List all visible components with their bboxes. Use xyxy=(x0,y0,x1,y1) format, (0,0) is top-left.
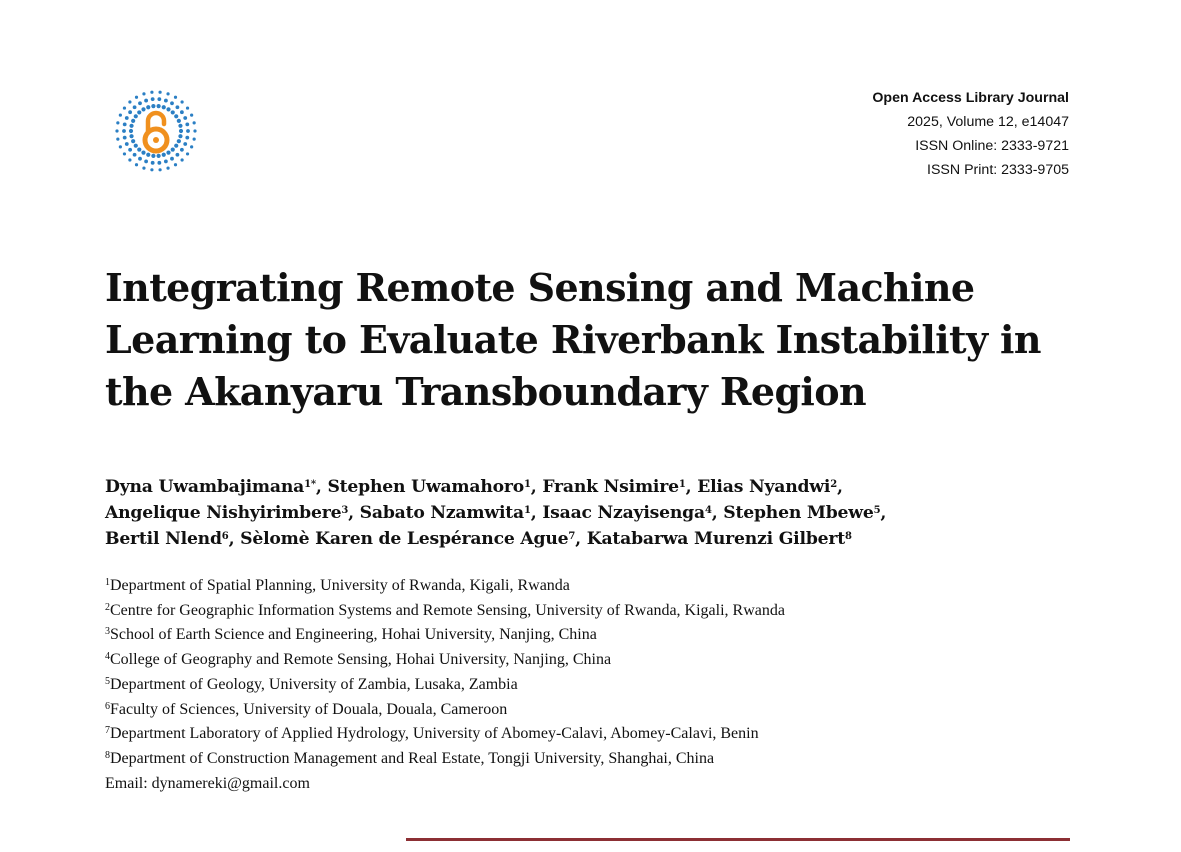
author-name: Sèlomè Karen de Lespérance Ague xyxy=(240,529,569,549)
author-affiliation-mark: 1 xyxy=(523,505,531,516)
volume-line: 2025, Volume 12, e14047 xyxy=(907,114,1069,130)
affiliation-item xyxy=(105,574,1105,599)
author-name: Stephen Uwamahoro xyxy=(327,477,524,497)
affiliation-list xyxy=(105,574,1105,796)
affiliation-number: 6 xyxy=(105,700,110,712)
affiliation-text: Faculty of Sciences, University of Douala, Douala, Cameroon xyxy=(110,700,508,718)
author-affiliation-mark: 4 xyxy=(704,505,712,516)
author-line: Bertil Nlend$^6$, Sèlomè Karen de Lespérance Ague$^7$, Katabarwa Murenzi Gilbert$^8$ xyxy=(105,529,852,549)
author-email: Email: dynamereki@gmail.com xyxy=(105,774,310,792)
affiliation-number: 4 xyxy=(105,651,110,663)
author-affiliation-mark: 3 xyxy=(341,505,349,516)
affiliation-number: 5 xyxy=(105,675,110,687)
affiliation-number: 3 xyxy=(105,626,110,638)
affiliation-number: 2 xyxy=(105,601,110,613)
author-affiliation-mark: 6 xyxy=(221,531,229,542)
affiliation-item xyxy=(105,599,1105,624)
affiliation-text: Centre for Geographic Information Systems and Remote Sensing, University of Rwanda, Kigali, Rwanda xyxy=(110,601,785,619)
affiliation-item xyxy=(105,623,1105,648)
author-affiliation-mark: 1 xyxy=(678,479,686,490)
affiliation-text: Department Laboratory of Applied Hydrology, University of Abomey-Calavi, Abomey-Calavi, Benin xyxy=(110,725,759,743)
affiliation-number: 1 xyxy=(105,577,110,588)
affiliation-number: 7 xyxy=(105,725,110,737)
title-line: the Akanyaru Transboundary Region xyxy=(105,369,867,414)
author-name: Sabato Nzamwita xyxy=(359,503,524,523)
affiliation-text: Department of Spatial Planning, University of Rwanda, Kigali, Rwanda xyxy=(110,577,570,594)
author-name: Isaac Nzayisenga xyxy=(542,503,705,523)
author-line: Angelique Nishyirimbere$^3$, Sabato Nzamwita$^1$, Isaac Nzayisenga$^4$, Stephen Mbewe$^5$, xyxy=(105,503,887,523)
author-line: Dyna Uwambajimana$^{1*}$, Stephen Uwamahoro$^1$, Frank Nsimire$^1$, Elias Nyandwi$^2$, xyxy=(105,477,843,497)
author-name: Frank Nsimire xyxy=(542,477,679,497)
affiliation-item xyxy=(105,673,1105,698)
title-line: Integrating Remote Sensing and Machine xyxy=(105,265,975,310)
paper-title xyxy=(105,262,1065,418)
open-access-lock-icon xyxy=(113,88,199,174)
author-name: Bertil Nlend xyxy=(105,529,222,549)
affiliation-number: 8 xyxy=(105,749,110,761)
author-affiliation-mark: 1 xyxy=(524,479,531,490)
author-affiliation-mark: 7 xyxy=(568,531,576,542)
affiliation-text: Department of Geology, University of Zambia, Lusaka, Zambia xyxy=(110,675,518,693)
header-divider xyxy=(406,838,1070,841)
affiliation-item xyxy=(105,747,1105,772)
journal-name: Open Access Library Journal xyxy=(872,90,1069,106)
affiliation-item xyxy=(105,648,1105,673)
author-affiliation-mark: 5 xyxy=(873,505,881,516)
affiliation-text: College of Geography and Remote Sensing, Hohai University, Nanjing, China xyxy=(110,651,612,669)
author-affiliation-mark: 2 xyxy=(830,479,837,490)
title-line: Learning to Evaluate Riverbank Instability in xyxy=(105,317,1041,362)
author-list xyxy=(105,474,1105,552)
author-name: Elias Nyandwi xyxy=(697,477,831,497)
author-name: Angelique Nishyirimbere xyxy=(105,503,342,523)
affiliation-text: School of Earth Science and Engineering, Hohai University, Nanjing, China xyxy=(110,626,597,644)
journal-info xyxy=(872,86,1069,182)
issn-online: ISSN Online: 2333-9721 xyxy=(915,138,1069,154)
author-affiliation-mark: 1* xyxy=(304,479,316,490)
author-name: Dyna Uwambajimana xyxy=(105,477,305,497)
affiliation-item xyxy=(105,722,1105,747)
issn-print: ISSN Print: 2333-9705 xyxy=(927,162,1069,178)
author-name: Katabarwa Murenzi Gilbert xyxy=(586,529,845,549)
author-name: Stephen Mbewe xyxy=(723,503,874,523)
affiliation-text: Department of Construction Management and Real Estate, Tongji University, Shanghai, China xyxy=(110,749,715,767)
author-affiliation-mark: 8 xyxy=(844,531,852,542)
affiliation-item xyxy=(105,698,1105,723)
